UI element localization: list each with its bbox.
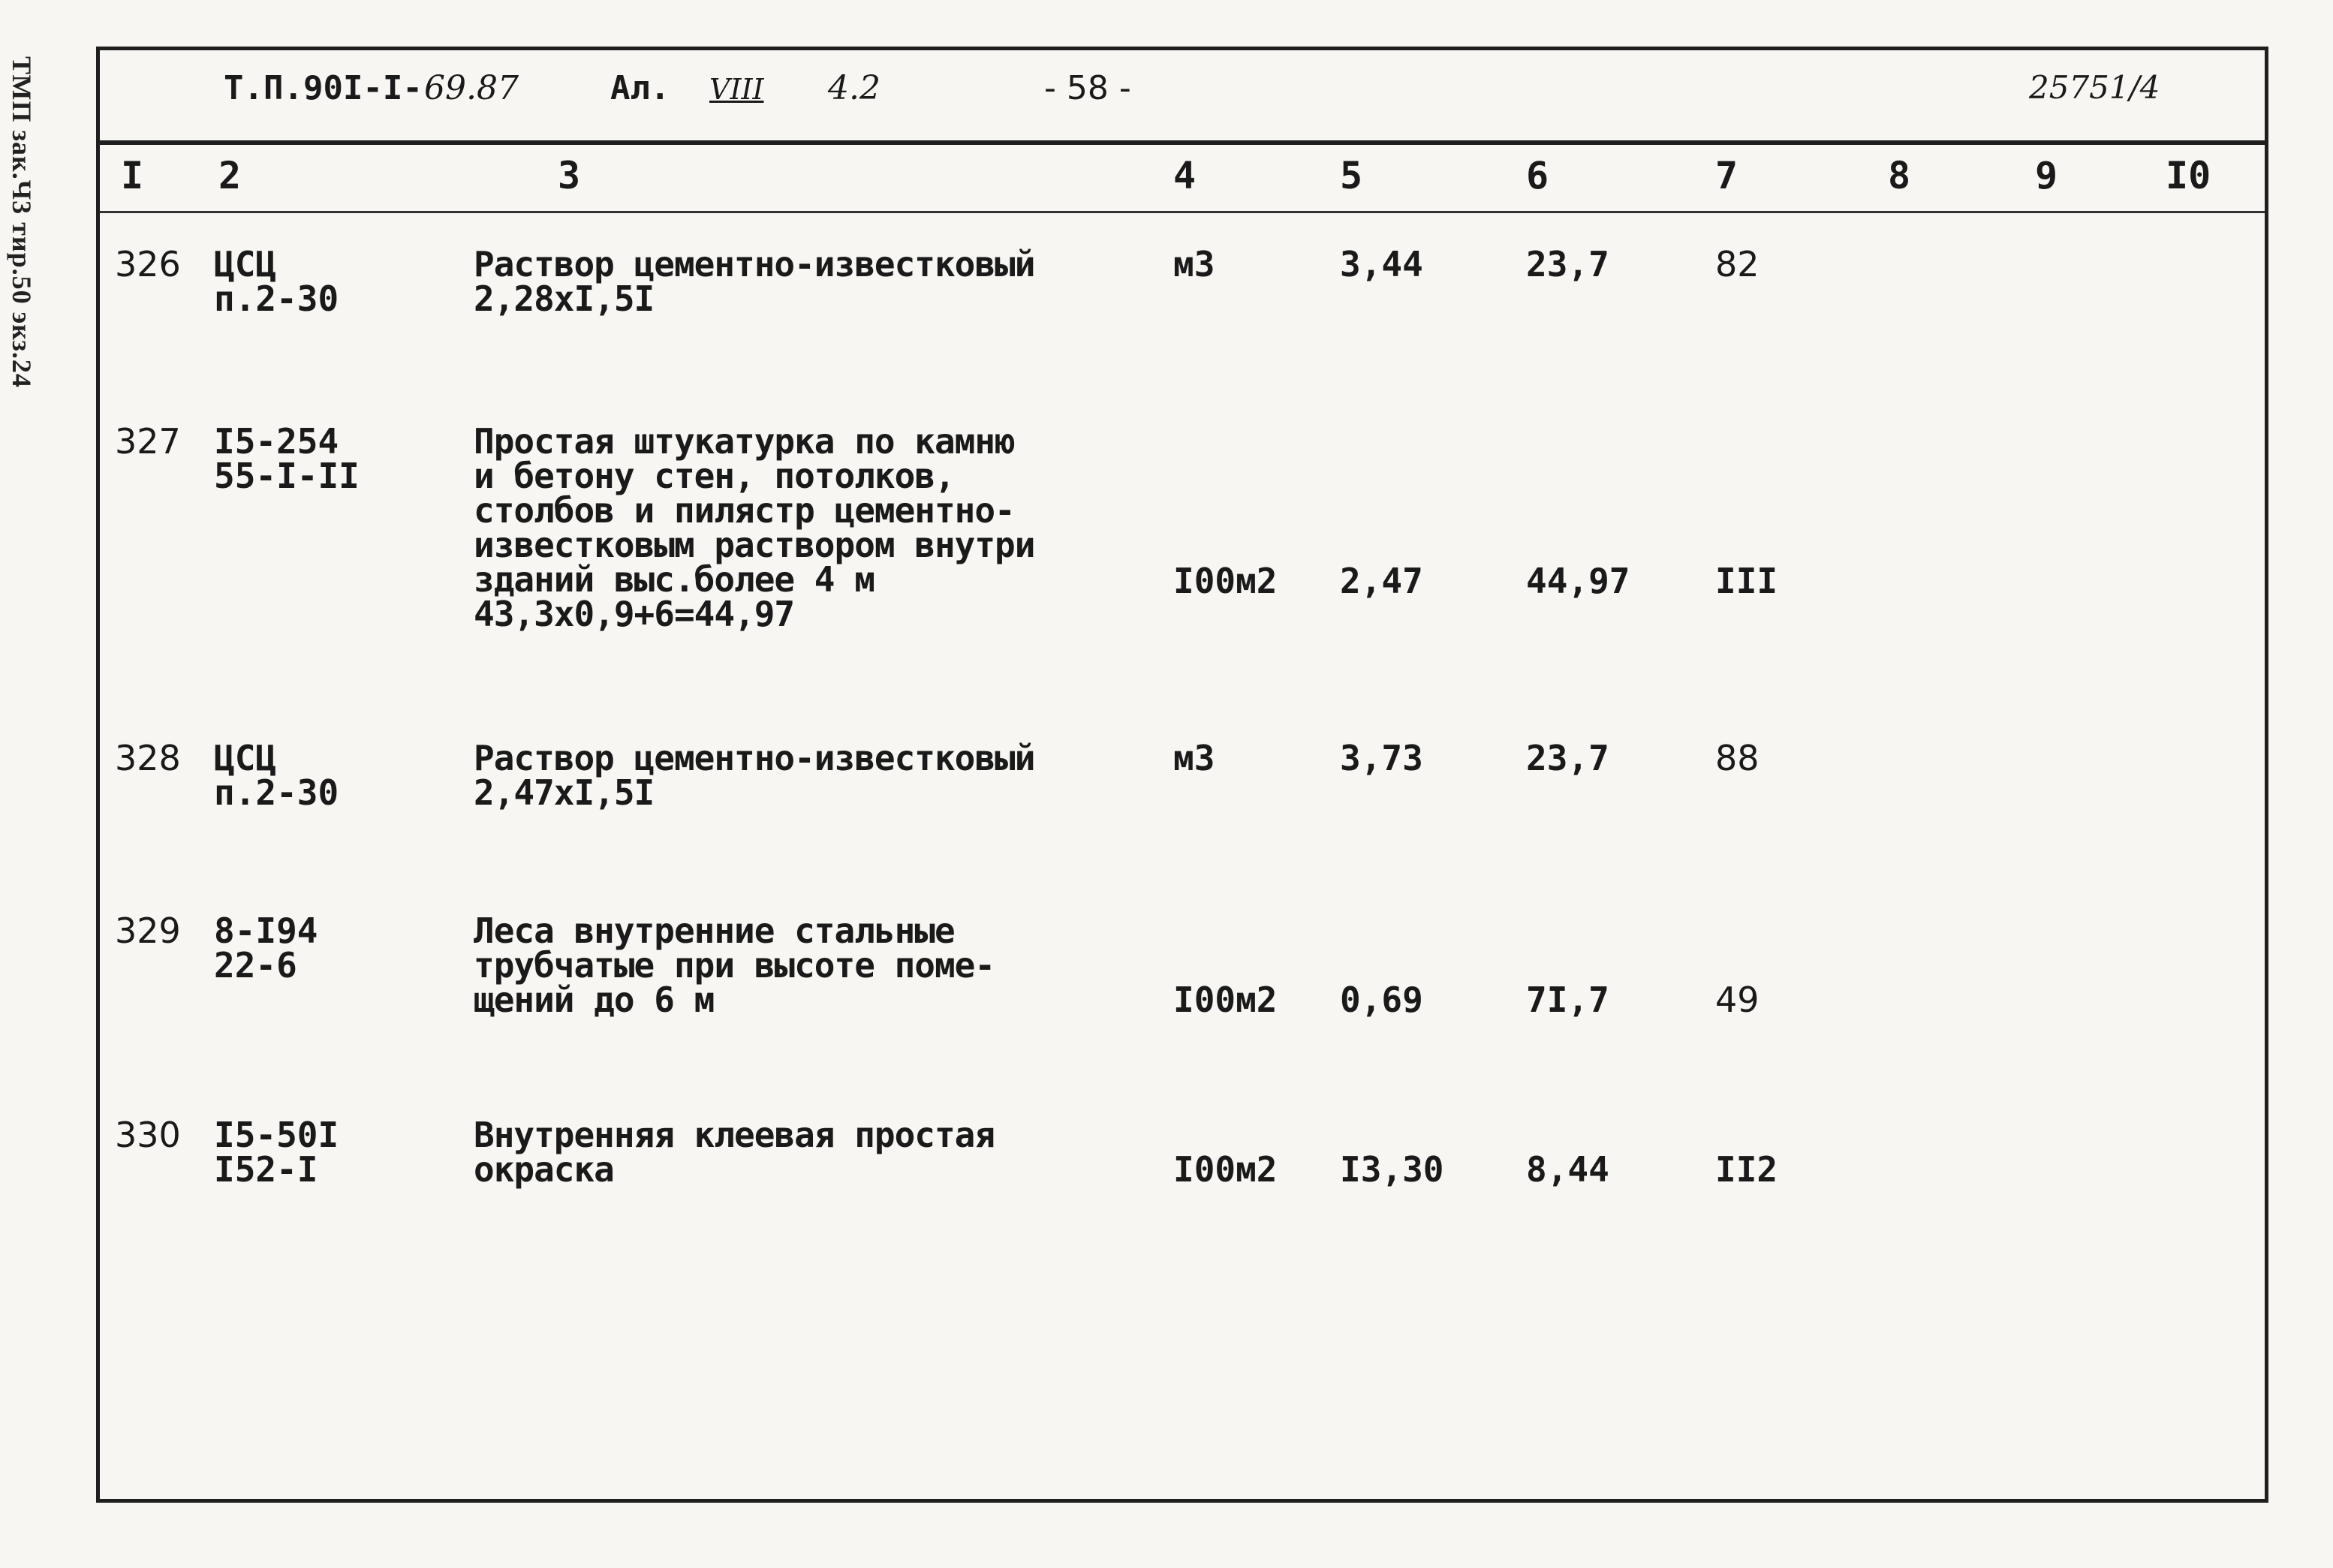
quantity: I3,30 (1340, 1149, 1444, 1190)
doc-code-handwritten: 69.87 (424, 69, 519, 107)
album-extra: 4.2 (828, 69, 881, 107)
price-code: I5-50I I52-I (214, 1115, 339, 1190)
total: III (1715, 561, 1778, 601)
unit-price: 7I,7 (1526, 980, 1609, 1020)
quantity: 3,44 (1340, 244, 1423, 284)
work-description: Простая штукатурка по камню и бетону стен, потолков, столбов и пилястр цементно- известковым раствором внутри зданий выс.более 4 м 43,3х0,9+6=44,97 (474, 421, 1035, 634)
col-num-6: 6 (1526, 154, 1549, 197)
col-num-3: 3 (558, 154, 581, 197)
col-num-2: 2 (218, 154, 242, 197)
page-number: - 58 - (1044, 69, 1131, 107)
corner-number: 25751/4 (2029, 69, 2160, 106)
side-stamp: ТМП зак.Ч3 тир.50 экз.24 (7, 56, 37, 388)
row-number: 328 (115, 738, 181, 778)
price-code: I5-254 55-I-II (214, 421, 360, 496)
work-description: Леса внутренние стальные трубчатые при высоте поме- щений до 6 м (474, 910, 995, 1020)
price-code: ЦСЦ п.2-30 (214, 738, 339, 813)
row-number: 326 (115, 244, 181, 284)
unit-price: 44,97 (1526, 561, 1630, 601)
work-description: Внутренняя клеевая простая окраска (474, 1115, 995, 1190)
unit: м3 (1173, 244, 1215, 284)
total: 49 (1715, 980, 1760, 1020)
album-label: Ал. (610, 69, 670, 107)
row-number: 330 (115, 1115, 181, 1155)
unit-price: 23,7 (1526, 738, 1609, 778)
row-number: 329 (115, 910, 181, 951)
unit: I00м2 (1173, 1149, 1278, 1190)
work-description: Раствор цементно-известковый 2,47хI,5I (474, 738, 1035, 813)
header-divider (100, 140, 2265, 145)
work-description: Раствор цементно-известковый 2,28хI,5I (474, 244, 1035, 319)
quantity: 0,69 (1340, 980, 1423, 1020)
col-num-8: 8 (1888, 154, 1911, 197)
col-num-10: I0 (2166, 154, 2211, 197)
col-num-7: 7 (1715, 154, 1738, 197)
unit-price: 23,7 (1526, 244, 1609, 284)
price-code: 8-I94 22-6 (214, 910, 318, 986)
unit: I00м2 (1173, 561, 1278, 601)
album-number: VIII (709, 73, 764, 106)
unit: I00м2 (1173, 980, 1278, 1020)
col-num-4: 4 (1173, 154, 1197, 197)
column-numbers-divider (100, 211, 2265, 213)
col-num-5: 5 (1340, 154, 1363, 197)
total: 88 (1715, 738, 1760, 778)
quantity: 3,73 (1340, 738, 1423, 778)
row-number: 327 (115, 421, 181, 462)
col-num-1: I (121, 154, 144, 197)
col-num-9: 9 (2035, 154, 2058, 197)
total: II2 (1715, 1149, 1778, 1190)
document-frame (96, 47, 2268, 1503)
price-code: ЦСЦ п.2-30 (214, 244, 339, 319)
unit: м3 (1173, 738, 1215, 778)
total: 82 (1715, 244, 1760, 284)
quantity: 2,47 (1340, 561, 1423, 601)
unit-price: 8,44 (1526, 1149, 1609, 1190)
doc-code: Т.П.90I-I- (224, 69, 423, 107)
